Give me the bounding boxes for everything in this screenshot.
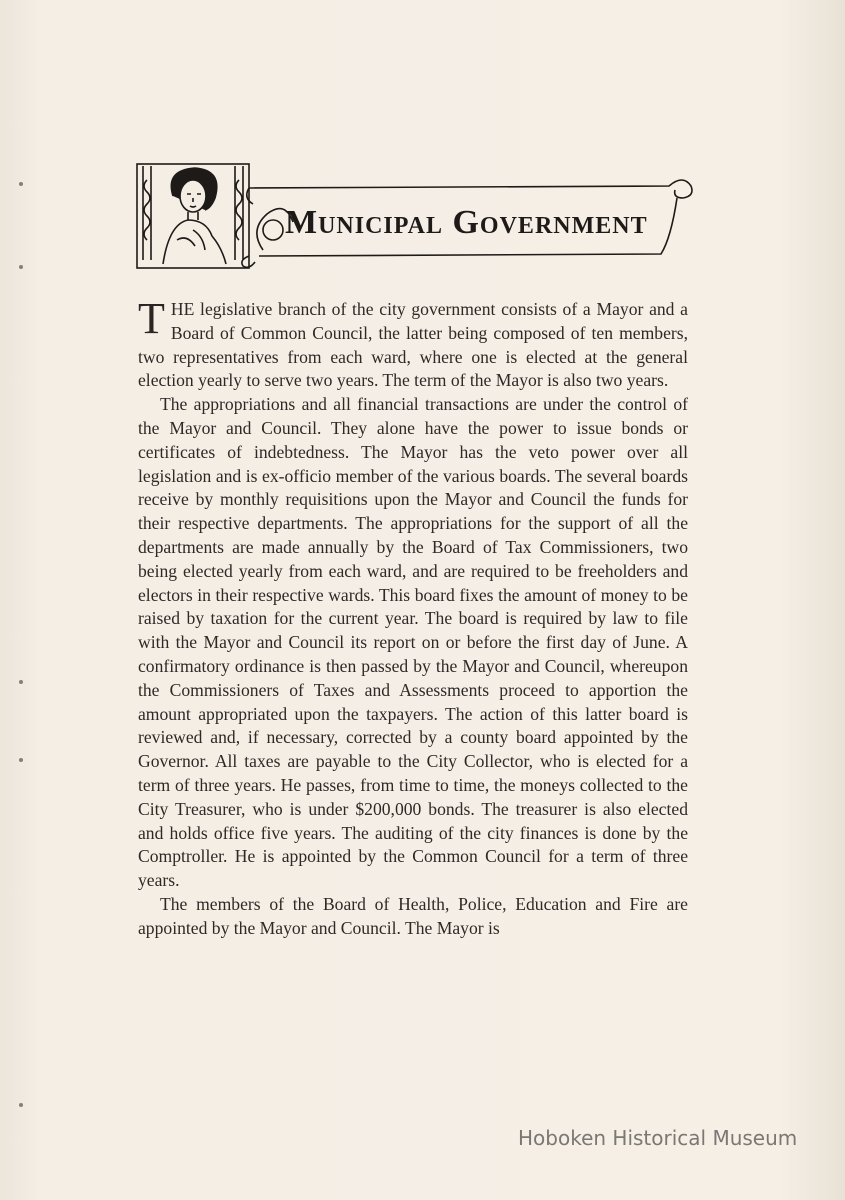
portrait-woman-icon	[137, 164, 249, 268]
paragraph: The appropriations and all financial transactions are under the control of the Mayor and Council. They alone have the power to issue bonds or certificates of indebtedness. The Mayor has the veto power over all legislation and is ex-officio member of the various boards. The several boards receive by monthly requisitions upon the Mayor and Council the funds for their respective departments. The appropriations for the support of all the departments are made annually by the Board of Tax Commissioners, two being elected yearly from each ward, and are required to be freeholders and electors in their respective wards. This board fixes the amount of money to be raised by taxation for the current year. The board is required by law to file with the Mayor and Council its report on or before the first day of June. A confirmatory ordinance is then passed by the Mayor and Council, whereupon the Commissioners of Taxes and Assessments proceed to apportion the amount appropriated upon the taxpayers. The action of this latter board is reviewed and, if necessary, corrected by a county board appointed by the Governor. All taxes are payable to the City Collector, who is elected for a term of three years. He passes, from time to time, the moneys collected to the City Treasurer, who is under $200,000 bonds. The treasurer is also elected and holds office five years. The auditing of the city finances is done by the Comptroller. He is appointed by the Common Council for a term of three years.	[138, 394, 688, 891]
paragraph: The members of the Board of Health, Police, Education and Fire are appointed by the Mayor and Council. The Mayor is	[138, 893, 688, 938]
drop-cap: T	[138, 294, 165, 343]
paragraph	[138, 294, 688, 393]
section-header	[133, 160, 693, 272]
binding-hole	[19, 680, 23, 684]
watermark: Hoboken Historical Museum	[518, 1126, 798, 1150]
binding-hole	[19, 1103, 23, 1107]
paragraph-text: HE legislative branch of the city government consists of a Mayor and a Board of Common Council, the latter being composed of ten members, two representatives from each ward, where one is elected at the general election yearly to serve two years. The term of the Mayor is also two years.	[138, 299, 688, 391]
article-body	[138, 294, 688, 941]
binding-hole	[19, 758, 23, 762]
binding-hole	[19, 265, 23, 269]
binding-hole	[19, 182, 23, 186]
page-title: Municipal Government	[285, 204, 648, 241]
